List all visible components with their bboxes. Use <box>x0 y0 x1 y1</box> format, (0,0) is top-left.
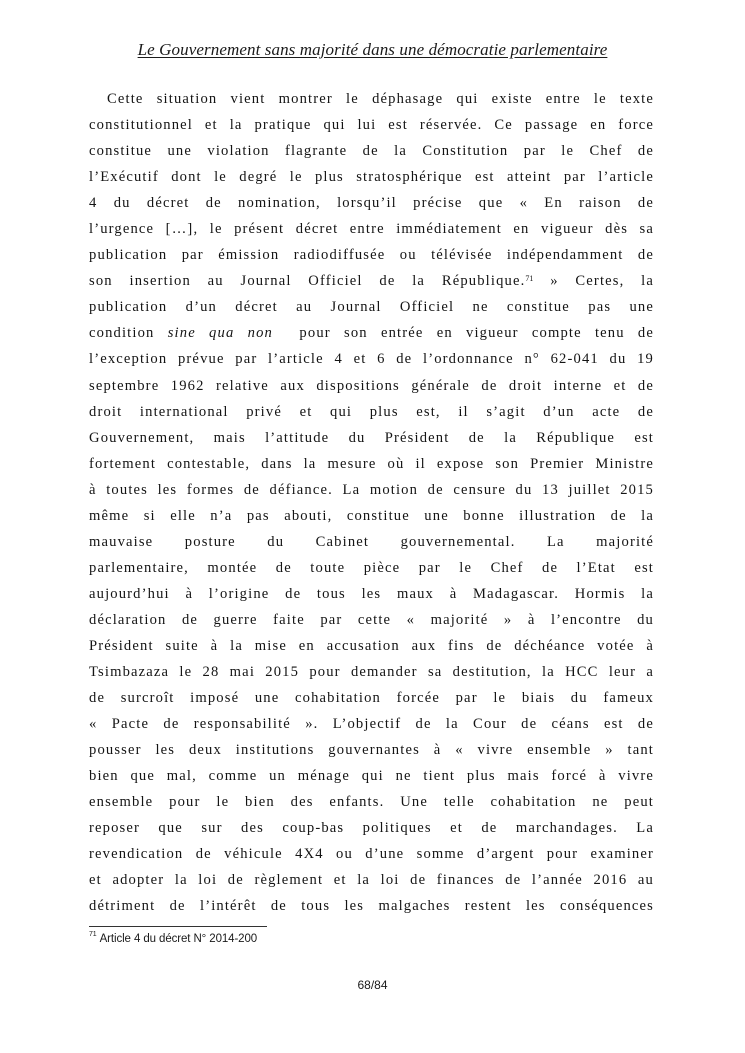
text-line-with-footnote <box>89 268 654 294</box>
body-paragraph <box>89 86 654 920</box>
text-line: l’urgence […], le présent décret entre immédiatement en vigueur dès sa <box>89 221 654 238</box>
text-line: à toutes les formes de défiance. La motion de censure du 13 juillet 2015 <box>89 481 654 498</box>
text-segment: condition <box>89 325 155 342</box>
footnote-reference[interactable]: 71 <box>525 274 534 284</box>
text-line: l’exception prévue par l’article 4 et 6 de l’ordonnance n° 62-041 du 19 <box>89 351 654 368</box>
text-line: même si elle n’a pas abouti, constitue une bonne illustration de la <box>89 507 654 524</box>
page-number: 68/84 <box>357 978 388 992</box>
italic-phrase: sine qua non <box>167 325 273 342</box>
running-header-title: Le Gouvernement sans majorité dans une démocratie parlementaire <box>137 40 608 59</box>
text-line: et adopter la loi de règlement et la loi de finances de l’année 2016 au <box>89 872 654 889</box>
text-line: déclaration de guerre faite par cette « majorité » à l’encontre du <box>89 611 654 628</box>
text-line: Président suite à la mise en accusation aux fins de déchéance votée à <box>89 637 654 654</box>
text-line: détriment de l’intérêt de tous les malgaches restent les conséquences <box>89 898 654 915</box>
text-line: « Pacte de responsabilité ». L’objectif de la Cour de céans est de <box>89 716 654 733</box>
footnote <box>89 932 257 945</box>
running-header <box>0 40 745 60</box>
text-line: droit international privé et qui plus est, il s’agit d’un acte de <box>89 403 654 420</box>
text-line: aujourd’hui à l’origine de tous les maux à Madagascar. Hormis la <box>89 585 654 602</box>
text-line: publication par émission radiodiffusée ou télévisée indépendamment de <box>89 247 654 264</box>
text-line: de surcroît imposé une cohabitation forcée par le biais du fameux <box>89 690 654 707</box>
footnote-divider <box>89 926 267 927</box>
text-line: fortement contestable, dans la mesure où il expose son Premier Ministre <box>89 455 654 472</box>
text-line: publication d’un décret au Journal Officiel ne constitue pas une <box>89 299 654 316</box>
text-line: reposer que sur des coup-bas politiques et de marchandages. La <box>89 820 654 837</box>
text-line: Tsimbazaza le 28 mai 2015 pour demander sa destitution, la HCC leur a <box>89 664 654 681</box>
text-line: parlementaire, montée de toute pièce par le Chef de l’Etat est <box>89 559 654 576</box>
text-line: 4 du décret de nomination, lorsqu’il précise que « En raison de <box>89 195 654 212</box>
text-segment: son insertion au Journal Officiel de la République. <box>89 273 526 290</box>
text-line: pousser les deux institutions gouvernantes à « vivre ensemble » tant <box>89 742 654 759</box>
text-line-with-italic <box>89 320 654 346</box>
text-line: l’Exécutif dont le degré le plus stratosphérique est atteint par l’article <box>89 169 654 186</box>
text-line: bien que mal, comme un ménage qui ne tient plus mais forcé à vivre <box>89 768 654 785</box>
text-line: mauvaise posture du Cabinet gouvernemental. La majorité <box>89 533 654 550</box>
text-line: constitue une violation flagrante de la Constitution par le Chef de <box>89 143 654 160</box>
text-segment: » Certes, la <box>550 273 655 290</box>
text-line: revendication de véhicule 4X4 ou d’une somme d’argent pour examiner <box>89 846 654 863</box>
footnote-text: Article 4 du décret N° 2014-200 <box>99 932 258 945</box>
footnote-number: 71 <box>89 931 97 938</box>
text-line: constitutionnel et la pratique qui lui est réservée. Ce passage en force <box>89 117 654 134</box>
text-line: ensemble pour le bien des enfants. Une telle cohabitation ne peut <box>89 794 654 811</box>
text-line: Gouvernement, mais l’attitude du Président de la République est <box>89 429 654 446</box>
text-line: septembre 1962 relative aux dispositions générale de droit interne et de <box>89 377 654 394</box>
text-segment: pour son entrée en vigueur compte tenu de <box>299 325 654 342</box>
text-line: Cette situation vient montrer le déphasage qui existe entre le texte <box>107 91 654 107</box>
